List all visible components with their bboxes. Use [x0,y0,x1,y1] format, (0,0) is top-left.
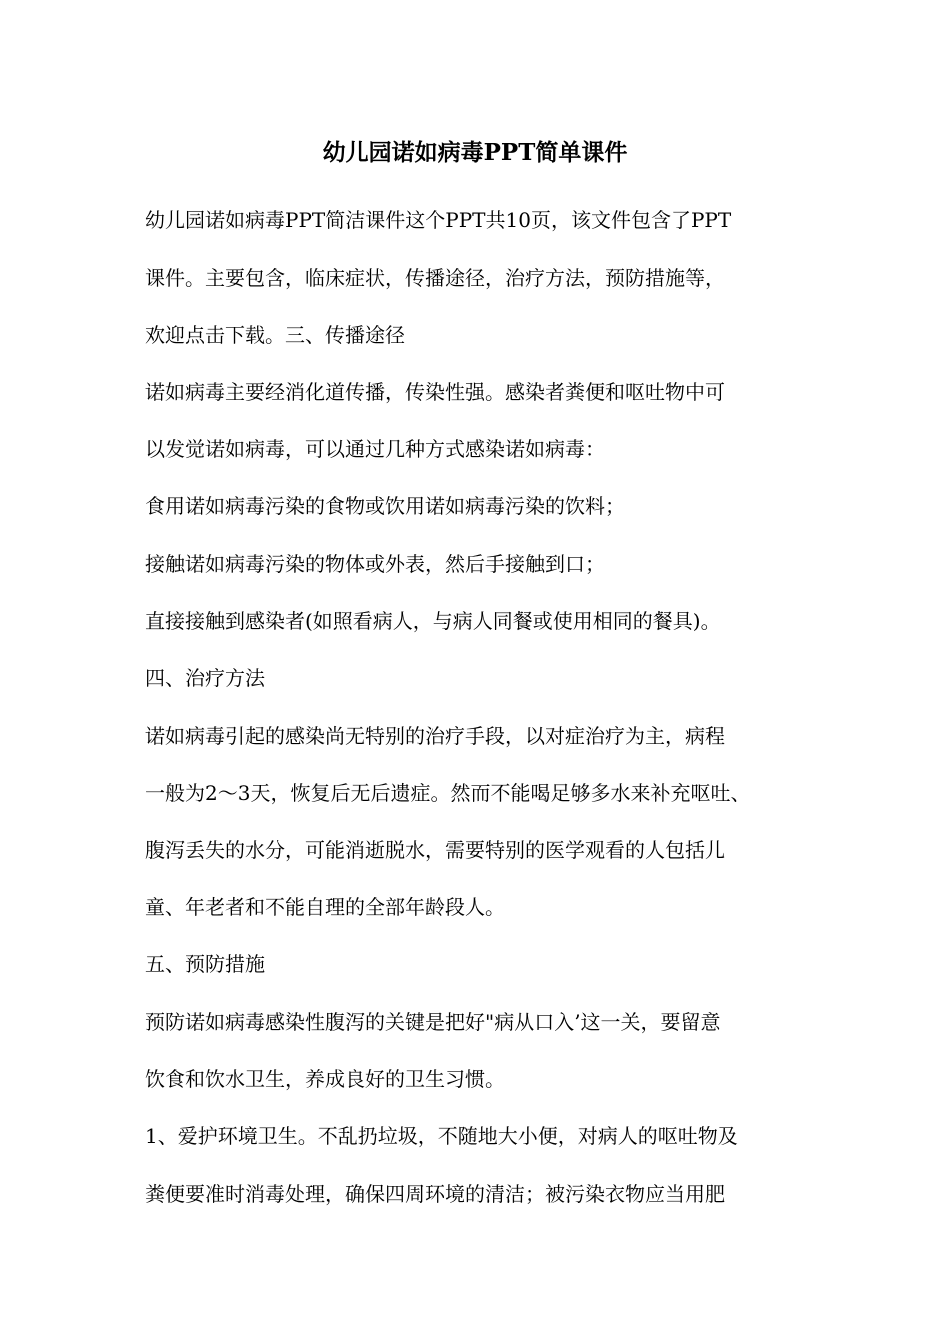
paragraph-line: 欢迎点击下载。三、传播途径 [145,323,405,347]
paragraph-line: 直接接触到感染者(如照看病人，与病人同餐或使用相同的餐具)。 [145,609,721,633]
paragraph-line: 诺如病毒引起的感染尚无特别的治疗手段，以对症治疗为主，病程 [145,724,725,748]
paragraph-line: 接触诺如病毒污染的物体或外表，然后手接触到口； [145,552,605,576]
paragraph-line: 腹泻丢失的水分，可能消逝脱水，需要特别的医学观看的人包括儿 [145,838,725,862]
paragraph-line: 幼儿园诺如病毒PPT简洁课件这个PPT共10页，该文件包含了PPT [145,208,732,232]
section-heading: 五、预防措施 [145,952,265,976]
paragraph-line: 诺如病毒主要经消化道传播，传染性强。感染者粪便和呕吐物中可 [145,380,725,404]
paragraph-line: 粪便要准时消毒处理，确保四周环境的清洁；被污染衣物应当用肥 [145,1182,725,1206]
paragraph-line: 一般为2～3天，恢复后无后遗症。然而不能喝足够多水来补充呕吐、 [145,781,751,805]
paragraph-line: 预防诺如病毒感染性腹泻的关键是把好"病从口入’这一关，要留意 [145,1010,721,1034]
document-title: 幼儿园诺如病毒PPT简单课件 [322,139,628,166]
paragraph-line: 食用诺如病毒污染的食物或饮用诺如病毒污染的饮料； [145,494,625,518]
paragraph-line: 童、年老者和不能自理的全部年龄段人。 [145,895,505,919]
paragraph-line: 饮食和饮水卫生，养成良好的卫生习惯。 [145,1067,505,1091]
section-heading: 四、治疗方法 [145,666,265,690]
paragraph-line: 1、爱护环境卫生。不乱扔垃圾，不随地大小便，对病人的呕吐物及 [145,1124,738,1148]
paragraph-line: 课件。主要包含，临床症状，传播途径，治疗方法，预防措施等， [145,266,725,290]
paragraph-line: 以发觉诺如病毒，可以通过几种方式感染诺如病毒： [145,437,605,461]
